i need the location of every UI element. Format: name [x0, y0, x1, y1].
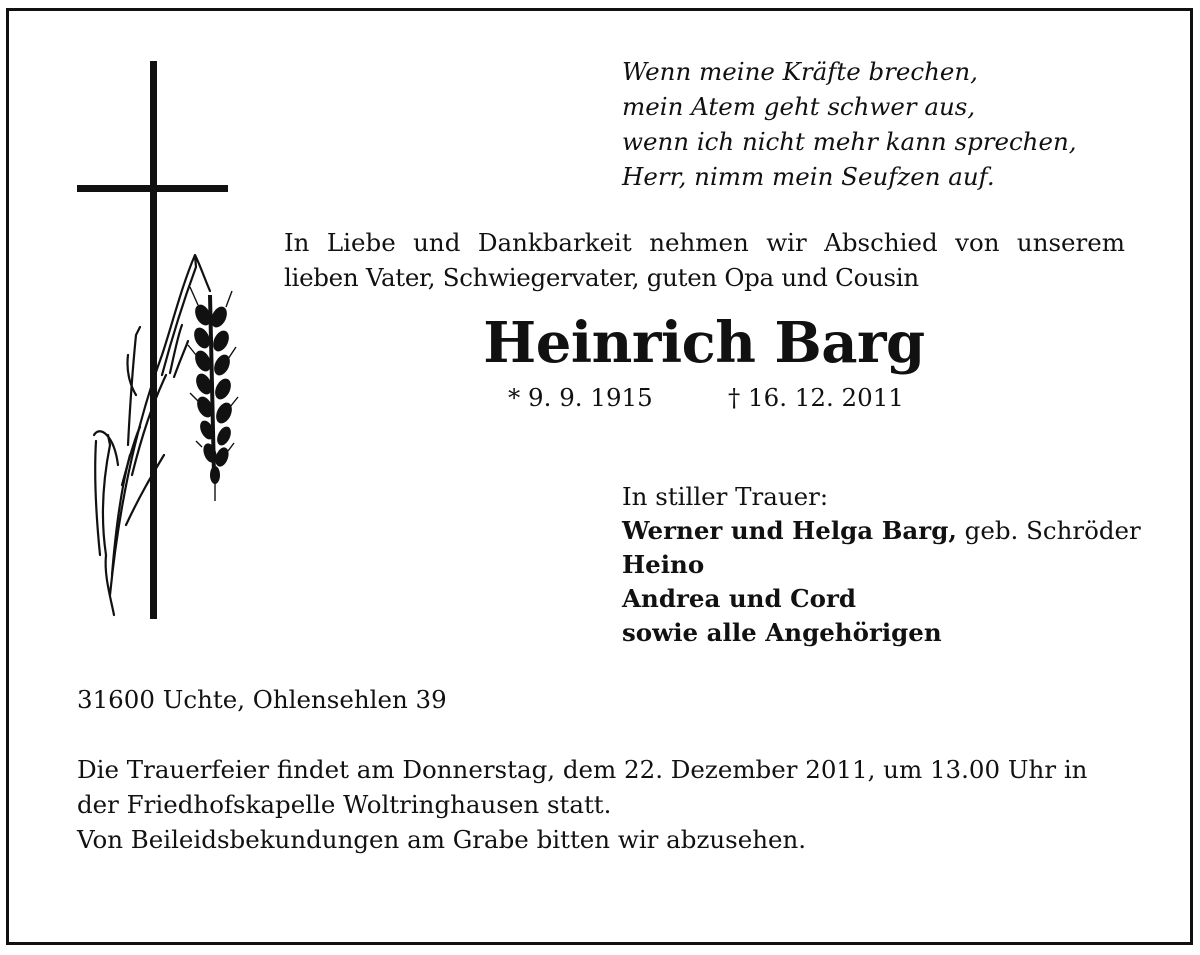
poem-line: Wenn meine Kräfte brechen, [622, 57, 978, 86]
poem [622, 54, 1182, 194]
deceased-name: Heinrich Barg [483, 310, 925, 376]
notes-line: Von Beileidsbekundungen am Grabe bitten wir abzusehen. [77, 825, 807, 854]
mourner-note: geb. Schröder [956, 516, 1141, 545]
poem-line: Herr, nimm mein Seufzen auf. [622, 162, 995, 191]
mourners-heading: In stiller Trauer: [622, 482, 829, 511]
cross-horizontal-beam [77, 185, 228, 192]
service-notes [77, 752, 1127, 857]
intro-text [284, 225, 1125, 295]
poem-line: mein Atem geht schwer aus, [622, 92, 976, 121]
wheat-ear [191, 295, 235, 484]
cross-with-wheat-icon [70, 55, 260, 625]
death-date: † 16. 12. 2011 [728, 383, 904, 412]
cross-vertical-beam [150, 61, 157, 619]
mourner-line: sowie alle Angehörigen [622, 618, 942, 647]
mourner-line: Heino [622, 550, 705, 579]
birth-date: * 9. 9. 1915 [508, 383, 653, 412]
intro-line: lieben Vater, Schwiegervater, guten Opa und Cousin [284, 263, 919, 292]
address: 31600 Uchte, Ohlensehlen 39 [77, 685, 447, 714]
poem-line: wenn ich nicht mehr kann sprechen, [622, 127, 1077, 156]
notes-line: Die Trauerfeier findet am Donnerstag, dem 22. Dezember 2011, um 13.00 Uhr in [77, 755, 1088, 784]
notes-line: der Friedhofskapelle Woltringhausen statt. [77, 790, 612, 819]
mourner-line [622, 514, 1182, 548]
intro-line: In Liebe und Dankbarkeit nehmen wir Abschied von unserem [284, 228, 1125, 257]
mourners-block [622, 480, 1182, 650]
mourner-line: Andrea und Cord [622, 584, 857, 613]
mourner-name: Werner und Helga Barg, [622, 516, 957, 545]
